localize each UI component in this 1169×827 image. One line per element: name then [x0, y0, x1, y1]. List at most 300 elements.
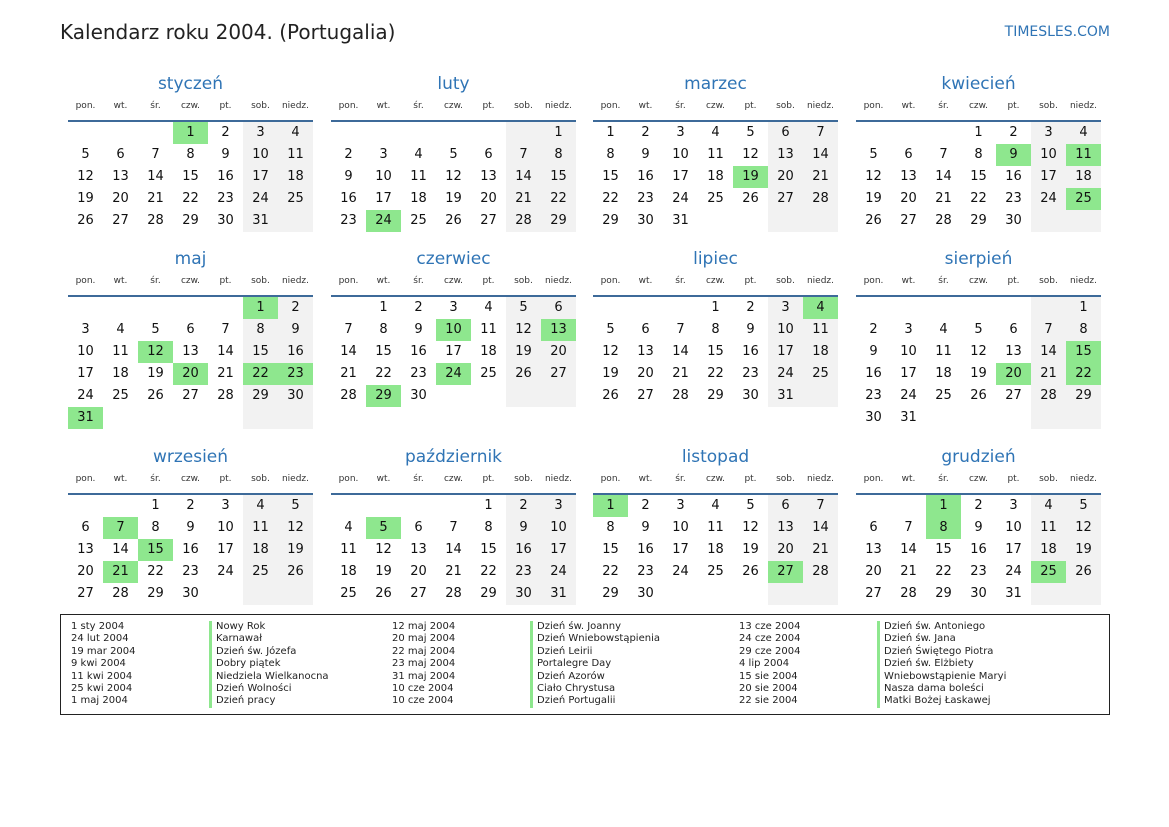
- holiday-day[interactable]: 7: [103, 517, 138, 539]
- calendar-day[interactable]: 10: [1031, 144, 1066, 166]
- calendar-day[interactable]: 11: [707, 520, 724, 535]
- calendar-day[interactable]: 25: [340, 586, 357, 601]
- calendar-day[interactable]: 3: [243, 122, 278, 144]
- calendar-day[interactable]: 19: [278, 539, 313, 561]
- holiday-day[interactable]: 4: [803, 297, 838, 319]
- calendar-day[interactable]: 21: [506, 188, 541, 210]
- calendar-day[interactable]: 25: [707, 564, 724, 579]
- calendar-day[interactable]: 13: [768, 517, 803, 539]
- calendar-day[interactable]: 13: [77, 542, 94, 557]
- calendar-day[interactable]: 12: [506, 319, 541, 341]
- calendar-day[interactable]: 30: [865, 410, 882, 425]
- calendar-day[interactable]: 15: [602, 542, 619, 557]
- calendar-day[interactable]: 5: [81, 147, 90, 162]
- calendar-day[interactable]: 9: [869, 344, 878, 359]
- calendar-day[interactable]: 1: [1066, 297, 1101, 319]
- calendar-day[interactable]: 5: [449, 147, 458, 162]
- holiday-day[interactable]: 27: [768, 561, 803, 583]
- calendar-day[interactable]: 14: [217, 344, 234, 359]
- holiday-day[interactable]: 13: [541, 319, 576, 341]
- calendar-day[interactable]: 22: [602, 564, 619, 579]
- calendar-day[interactable]: 21: [672, 366, 689, 381]
- calendar-day[interactable]: 20: [480, 191, 497, 206]
- calendar-day[interactable]: 30: [637, 586, 654, 601]
- calendar-day[interactable]: 16: [410, 344, 427, 359]
- calendar-day[interactable]: 30: [217, 213, 234, 228]
- holiday-day[interactable]: 25: [1031, 561, 1066, 583]
- holiday-day[interactable]: 24: [436, 363, 471, 385]
- calendar-day[interactable]: 7: [506, 144, 541, 166]
- calendar-day[interactable]: 10: [243, 144, 278, 166]
- calendar-day[interactable]: 5: [151, 322, 160, 337]
- calendar-day[interactable]: 29: [1066, 385, 1101, 407]
- calendar-day[interactable]: 31: [900, 410, 917, 425]
- calendar-day[interactable]: 1: [151, 498, 160, 513]
- calendar-day[interactable]: 30: [1005, 213, 1022, 228]
- calendar-day[interactable]: 3: [379, 147, 388, 162]
- holiday-day[interactable]: 20: [173, 363, 208, 385]
- calendar-day[interactable]: 23: [340, 213, 357, 228]
- calendar-day[interactable]: 5: [746, 125, 755, 140]
- calendar-day[interactable]: 18: [410, 191, 427, 206]
- calendar-day[interactable]: 13: [768, 144, 803, 166]
- calendar-day[interactable]: 8: [379, 322, 388, 337]
- calendar-day[interactable]: 8: [151, 520, 160, 535]
- calendar-day[interactable]: 25: [410, 213, 427, 228]
- calendar-day[interactable]: 10: [1005, 520, 1022, 535]
- calendar-day[interactable]: 12: [742, 520, 759, 535]
- calendar-day[interactable]: 20: [410, 564, 427, 579]
- calendar-day[interactable]: 28: [112, 586, 129, 601]
- calendar-day[interactable]: 7: [676, 322, 685, 337]
- calendar-day[interactable]: 21: [147, 191, 164, 206]
- calendar-day[interactable]: 30: [970, 586, 987, 601]
- calendar-day[interactable]: 20: [637, 366, 654, 381]
- calendar-day[interactable]: 3: [81, 322, 90, 337]
- calendar-day[interactable]: 6: [641, 322, 650, 337]
- calendar-day[interactable]: 25: [112, 388, 129, 403]
- calendar-day[interactable]: 24: [672, 564, 689, 579]
- calendar-day[interactable]: 15: [182, 169, 199, 184]
- calendar-day[interactable]: 27: [1005, 388, 1022, 403]
- calendar-day[interactable]: 4: [116, 322, 125, 337]
- calendar-day[interactable]: 19: [445, 191, 462, 206]
- calendar-day[interactable]: 5: [974, 322, 983, 337]
- calendar-day[interactable]: 23: [970, 564, 987, 579]
- calendar-day[interactable]: 26: [375, 586, 392, 601]
- calendar-day[interactable]: 19: [602, 366, 619, 381]
- calendar-day[interactable]: 9: [506, 517, 541, 539]
- calendar-day[interactable]: 17: [77, 366, 94, 381]
- calendar-day[interactable]: 6: [414, 520, 423, 535]
- calendar-day[interactable]: 14: [147, 169, 164, 184]
- calendar-day[interactable]: 6: [904, 147, 913, 162]
- calendar-day[interactable]: 27: [637, 388, 654, 403]
- calendar-day[interactable]: 9: [641, 520, 650, 535]
- calendar-day[interactable]: 26: [147, 388, 164, 403]
- calendar-day[interactable]: 3: [449, 300, 458, 315]
- calendar-day[interactable]: 5: [606, 322, 615, 337]
- calendar-day[interactable]: 17: [672, 542, 689, 557]
- calendar-day[interactable]: 11: [340, 542, 357, 557]
- calendar-day[interactable]: 29: [147, 586, 164, 601]
- holiday-day[interactable]: 12: [138, 341, 173, 363]
- calendar-day[interactable]: 26: [506, 363, 541, 385]
- calendar-day[interactable]: 19: [77, 191, 94, 206]
- calendar-day[interactable]: 12: [1066, 517, 1101, 539]
- calendar-day[interactable]: 7: [939, 147, 948, 162]
- calendar-day[interactable]: 13: [1005, 344, 1022, 359]
- calendar-day[interactable]: 20: [77, 564, 94, 579]
- calendar-day[interactable]: 13: [112, 169, 129, 184]
- calendar-day[interactable]: 23: [217, 191, 234, 206]
- calendar-day[interactable]: 2: [641, 125, 650, 140]
- calendar-day[interactable]: 9: [221, 147, 230, 162]
- calendar-day[interactable]: 2: [1009, 125, 1018, 140]
- calendar-day[interactable]: 22: [970, 191, 987, 206]
- calendar-day[interactable]: 18: [707, 542, 724, 557]
- calendar-day[interactable]: 2: [278, 297, 313, 319]
- calendar-day[interactable]: 8: [484, 520, 493, 535]
- calendar-day[interactable]: 21: [900, 564, 917, 579]
- calendar-day[interactable]: 19: [970, 366, 987, 381]
- calendar-day[interactable]: 21: [217, 366, 234, 381]
- calendar-day[interactable]: 18: [935, 366, 952, 381]
- calendar-day[interactable]: 7: [151, 147, 160, 162]
- calendar-day[interactable]: 22: [147, 564, 164, 579]
- calendar-day[interactable]: 29: [970, 213, 987, 228]
- calendar-day[interactable]: 2: [186, 498, 195, 513]
- calendar-day[interactable]: 15: [243, 341, 278, 363]
- calendar-day[interactable]: 19: [865, 191, 882, 206]
- calendar-day[interactable]: 26: [865, 213, 882, 228]
- calendar-day[interactable]: 16: [278, 341, 313, 363]
- holiday-day[interactable]: 22: [1066, 363, 1101, 385]
- calendar-day[interactable]: 31: [243, 210, 278, 232]
- calendar-day[interactable]: 20: [112, 191, 129, 206]
- holiday-day[interactable]: 5: [366, 517, 401, 539]
- calendar-day[interactable]: 15: [480, 542, 497, 557]
- calendar-day[interactable]: 22: [541, 188, 576, 210]
- calendar-day[interactable]: 12: [375, 542, 392, 557]
- calendar-day[interactable]: 28: [803, 561, 838, 583]
- calendar-day[interactable]: 30: [742, 388, 759, 403]
- calendar-day[interactable]: 27: [112, 213, 129, 228]
- calendar-day[interactable]: 30: [506, 583, 541, 605]
- holiday-day[interactable]: 24: [366, 210, 401, 232]
- calendar-day[interactable]: 6: [484, 147, 493, 162]
- calendar-day[interactable]: 10: [541, 517, 576, 539]
- calendar-day[interactable]: 12: [445, 169, 462, 184]
- calendar-day[interactable]: 21: [803, 166, 838, 188]
- calendar-day[interactable]: 10: [77, 344, 94, 359]
- calendar-day[interactable]: 8: [186, 147, 195, 162]
- calendar-day[interactable]: 16: [637, 169, 654, 184]
- calendar-day[interactable]: 21: [803, 539, 838, 561]
- calendar-day[interactable]: 28: [147, 213, 164, 228]
- calendar-day[interactable]: 27: [77, 586, 94, 601]
- holiday-day[interactable]: 9: [996, 144, 1031, 166]
- holiday-day[interactable]: 11: [1066, 144, 1101, 166]
- holiday-day[interactable]: 1: [173, 122, 208, 144]
- calendar-day[interactable]: 23: [865, 388, 882, 403]
- calendar-day[interactable]: 11: [707, 147, 724, 162]
- calendar-day[interactable]: 26: [602, 388, 619, 403]
- calendar-day[interactable]: 25: [480, 366, 497, 381]
- calendar-day[interactable]: 10: [768, 319, 803, 341]
- calendar-day[interactable]: 29: [480, 586, 497, 601]
- calendar-day[interactable]: 24: [768, 363, 803, 385]
- calendar-day[interactable]: 6: [116, 147, 125, 162]
- calendar-day[interactable]: 21: [1031, 363, 1066, 385]
- calendar-day[interactable]: 6: [869, 520, 878, 535]
- calendar-day[interactable]: 27: [768, 188, 803, 210]
- holiday-day[interactable]: 15: [1066, 341, 1101, 363]
- calendar-day[interactable]: 3: [541, 495, 576, 517]
- calendar-day[interactable]: 16: [217, 169, 234, 184]
- calendar-day[interactable]: 25: [707, 191, 724, 206]
- calendar-day[interactable]: 6: [541, 297, 576, 319]
- calendar-day[interactable]: 17: [1005, 542, 1022, 557]
- calendar-day[interactable]: 28: [803, 188, 838, 210]
- calendar-day[interactable]: 25: [803, 363, 838, 385]
- calendar-day[interactable]: 9: [186, 520, 195, 535]
- calendar-day[interactable]: 3: [904, 322, 913, 337]
- calendar-day[interactable]: 16: [637, 542, 654, 557]
- calendar-day[interactable]: 4: [1066, 122, 1101, 144]
- calendar-day[interactable]: 27: [865, 586, 882, 601]
- calendar-day[interactable]: 9: [344, 169, 353, 184]
- calendar-day[interactable]: 9: [278, 319, 313, 341]
- calendar-day[interactable]: 20: [900, 191, 917, 206]
- calendar-day[interactable]: 12: [865, 169, 882, 184]
- calendar-day[interactable]: 17: [1031, 166, 1066, 188]
- calendar-day[interactable]: 2: [746, 300, 755, 315]
- calendar-day[interactable]: 17: [217, 542, 234, 557]
- calendar-day[interactable]: 6: [186, 322, 195, 337]
- holiday-day[interactable]: 22: [243, 363, 278, 385]
- calendar-day[interactable]: 19: [375, 564, 392, 579]
- calendar-day[interactable]: 17: [672, 169, 689, 184]
- calendar-day[interactable]: 2: [974, 498, 983, 513]
- calendar-day[interactable]: 30: [410, 388, 427, 403]
- calendar-day[interactable]: 24: [217, 564, 234, 579]
- calendar-day[interactable]: 9: [746, 322, 755, 337]
- calendar-day[interactable]: 19: [742, 542, 759, 557]
- calendar-day[interactable]: 14: [445, 542, 462, 557]
- calendar-day[interactable]: 4: [484, 300, 493, 315]
- calendar-day[interactable]: 23: [637, 191, 654, 206]
- calendar-day[interactable]: 5: [869, 147, 878, 162]
- calendar-day[interactable]: 7: [904, 520, 913, 535]
- calendar-day[interactable]: 11: [278, 144, 313, 166]
- calendar-day[interactable]: 15: [541, 166, 576, 188]
- calendar-day[interactable]: 28: [672, 388, 689, 403]
- calendar-day[interactable]: 28: [1031, 385, 1066, 407]
- holiday-day[interactable]: 23: [278, 363, 313, 385]
- calendar-day[interactable]: 23: [506, 561, 541, 583]
- calendar-day[interactable]: 20: [865, 564, 882, 579]
- calendar-day[interactable]: 3: [676, 125, 685, 140]
- calendar-day[interactable]: 12: [970, 344, 987, 359]
- calendar-day[interactable]: 10: [217, 520, 234, 535]
- calendar-day[interactable]: 11: [803, 319, 838, 341]
- holiday-day[interactable]: 1: [243, 297, 278, 319]
- calendar-day[interactable]: 23: [182, 564, 199, 579]
- calendar-day[interactable]: 11: [410, 169, 427, 184]
- calendar-day[interactable]: 3: [1009, 498, 1018, 513]
- calendar-day[interactable]: 13: [865, 542, 882, 557]
- calendar-day[interactable]: 30: [182, 586, 199, 601]
- calendar-day[interactable]: 18: [1031, 539, 1066, 561]
- calendar-day[interactable]: 28: [217, 388, 234, 403]
- calendar-day[interactable]: 8: [711, 322, 720, 337]
- calendar-day[interactable]: 2: [414, 300, 423, 315]
- calendar-day[interactable]: 7: [344, 322, 353, 337]
- calendar-day[interactable]: 10: [672, 520, 689, 535]
- calendar-day[interactable]: 22: [602, 191, 619, 206]
- calendar-day[interactable]: 15: [602, 169, 619, 184]
- calendar-day[interactable]: 4: [243, 495, 278, 517]
- calendar-day[interactable]: 14: [803, 144, 838, 166]
- calendar-day[interactable]: 31: [1005, 586, 1022, 601]
- calendar-day[interactable]: 1: [974, 125, 983, 140]
- calendar-day[interactable]: 29: [602, 213, 619, 228]
- calendar-day[interactable]: 28: [340, 388, 357, 403]
- calendar-day[interactable]: 1: [379, 300, 388, 315]
- calendar-day[interactable]: 14: [672, 344, 689, 359]
- calendar-day[interactable]: 29: [602, 586, 619, 601]
- calendar-day[interactable]: 7: [1031, 319, 1066, 341]
- calendar-day[interactable]: 4: [278, 122, 313, 144]
- calendar-day[interactable]: 28: [900, 586, 917, 601]
- calendar-day[interactable]: 15: [375, 344, 392, 359]
- calendar-day[interactable]: 24: [1031, 188, 1066, 210]
- calendar-day[interactable]: 2: [641, 498, 650, 513]
- calendar-day[interactable]: 18: [803, 341, 838, 363]
- holiday-day[interactable]: 31: [68, 407, 103, 429]
- calendar-day[interactable]: 12: [77, 169, 94, 184]
- calendar-day[interactable]: 11: [1031, 517, 1066, 539]
- calendar-day[interactable]: 5: [506, 297, 541, 319]
- calendar-day[interactable]: 4: [711, 498, 720, 513]
- calendar-day[interactable]: 9: [414, 322, 423, 337]
- calendar-day[interactable]: 16: [865, 366, 882, 381]
- holiday-day[interactable]: 10: [436, 319, 471, 341]
- holiday-day[interactable]: 15: [138, 539, 173, 561]
- calendar-day[interactable]: 14: [900, 542, 917, 557]
- calendar-day[interactable]: 3: [676, 498, 685, 513]
- calendar-day[interactable]: 16: [1005, 169, 1022, 184]
- calendar-day[interactable]: 10: [375, 169, 392, 184]
- calendar-day[interactable]: 4: [1031, 495, 1066, 517]
- calendar-day[interactable]: 12: [742, 147, 759, 162]
- calendar-day[interactable]: 16: [742, 344, 759, 359]
- calendar-day[interactable]: 17: [768, 341, 803, 363]
- calendar-day[interactable]: 6: [81, 520, 90, 535]
- holiday-day[interactable]: 8: [926, 517, 961, 539]
- calendar-day[interactable]: 8: [243, 319, 278, 341]
- calendar-day[interactable]: 25: [278, 188, 313, 210]
- calendar-day[interactable]: 3: [1031, 122, 1066, 144]
- calendar-day[interactable]: 7: [803, 122, 838, 144]
- calendar-day[interactable]: 19: [1066, 539, 1101, 561]
- calendar-day[interactable]: 11: [480, 322, 497, 337]
- calendar-day[interactable]: 26: [445, 213, 462, 228]
- calendar-day[interactable]: 30: [637, 213, 654, 228]
- calendar-day[interactable]: 17: [243, 166, 278, 188]
- calendar-day[interactable]: 9: [641, 147, 650, 162]
- calendar-day[interactable]: 24: [541, 561, 576, 583]
- calendar-day[interactable]: 25: [935, 388, 952, 403]
- calendar-day[interactable]: 2: [221, 125, 230, 140]
- calendar-day[interactable]: 10: [672, 147, 689, 162]
- calendar-day[interactable]: 21: [340, 366, 357, 381]
- calendar-day[interactable]: 22: [375, 366, 392, 381]
- site-link[interactable]: TIMESLES.COM: [1004, 24, 1110, 40]
- calendar-day[interactable]: 27: [410, 586, 427, 601]
- calendar-day[interactable]: 29: [541, 210, 576, 232]
- calendar-day[interactable]: 30: [278, 385, 313, 407]
- calendar-day[interactable]: 17: [900, 366, 917, 381]
- calendar-day[interactable]: 6: [1009, 322, 1018, 337]
- calendar-day[interactable]: 18: [707, 169, 724, 184]
- calendar-day[interactable]: 14: [803, 517, 838, 539]
- calendar-day[interactable]: 22: [182, 191, 199, 206]
- calendar-day[interactable]: 16: [506, 539, 541, 561]
- calendar-day[interactable]: 15: [935, 542, 952, 557]
- calendar-day[interactable]: 22: [935, 564, 952, 579]
- calendar-day[interactable]: 4: [344, 520, 353, 535]
- holiday-day[interactable]: 19: [733, 166, 768, 188]
- calendar-day[interactable]: 6: [768, 495, 803, 517]
- calendar-day[interactable]: 26: [77, 213, 94, 228]
- calendar-day[interactable]: 18: [1066, 166, 1101, 188]
- calendar-day[interactable]: 13: [182, 344, 199, 359]
- calendar-day[interactable]: 27: [182, 388, 199, 403]
- calendar-day[interactable]: 12: [602, 344, 619, 359]
- calendar-day[interactable]: 19: [147, 366, 164, 381]
- calendar-day[interactable]: 26: [742, 564, 759, 579]
- calendar-day[interactable]: 14: [506, 166, 541, 188]
- calendar-day[interactable]: 7: [449, 520, 458, 535]
- calendar-day[interactable]: 24: [77, 388, 94, 403]
- calendar-day[interactable]: 1: [541, 122, 576, 144]
- calendar-day[interactable]: 22: [480, 564, 497, 579]
- calendar-day[interactable]: 16: [340, 191, 357, 206]
- calendar-day[interactable]: 5: [1066, 495, 1101, 517]
- calendar-day[interactable]: 31: [672, 213, 689, 228]
- calendar-day[interactable]: 4: [414, 147, 423, 162]
- calendar-day[interactable]: 13: [410, 542, 427, 557]
- calendar-day[interactable]: 4: [711, 125, 720, 140]
- calendar-day[interactable]: 26: [278, 561, 313, 583]
- calendar-day[interactable]: 27: [480, 213, 497, 228]
- calendar-day[interactable]: 23: [637, 564, 654, 579]
- calendar-day[interactable]: 2: [869, 322, 878, 337]
- calendar-day[interactable]: 3: [221, 498, 230, 513]
- calendar-day[interactable]: 17: [445, 344, 462, 359]
- calendar-day[interactable]: 2: [506, 495, 541, 517]
- calendar-day[interactable]: 12: [278, 517, 313, 539]
- calendar-day[interactable]: 7: [803, 495, 838, 517]
- calendar-day[interactable]: 15: [970, 169, 987, 184]
- calendar-day[interactable]: 14: [340, 344, 357, 359]
- calendar-day[interactable]: 1: [606, 125, 615, 140]
- calendar-day[interactable]: 27: [900, 213, 917, 228]
- calendar-day[interactable]: 7: [221, 322, 230, 337]
- calendar-day[interactable]: 10: [900, 344, 917, 359]
